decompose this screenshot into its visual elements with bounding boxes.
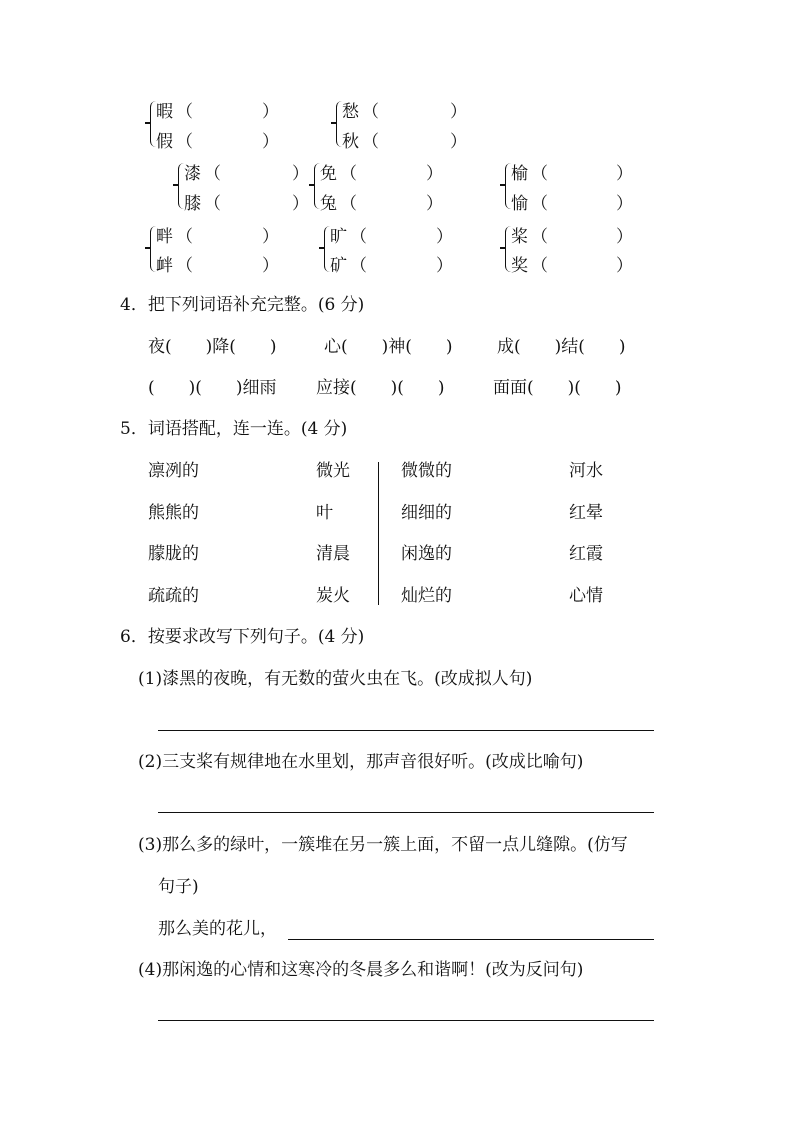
char: 兔 — [320, 194, 337, 214]
q5-right-match: 红霞 — [569, 544, 603, 564]
paren-open: （ — [362, 132, 379, 152]
q5-title: 5．词语搭配，连一连。(4 分) — [120, 419, 348, 439]
paren-close: ） — [436, 227, 453, 247]
paren-close: ） — [262, 227, 279, 247]
paren-open: （ — [362, 102, 379, 122]
char: 膝 — [184, 194, 201, 214]
char: 矿 — [330, 256, 347, 276]
q5-right-word: 微微的 — [401, 461, 452, 481]
char: 假 — [156, 132, 173, 152]
q5-left-word: 疏疏的 — [148, 586, 199, 606]
char: 旷 — [330, 227, 347, 247]
q5-right-match: 红晕 — [569, 503, 603, 523]
paren-open: （ — [531, 227, 548, 247]
paren-close: ） — [436, 256, 453, 276]
char: 衅 — [156, 256, 173, 276]
paren-close: ） — [616, 164, 633, 184]
paren-open: （ — [340, 164, 357, 184]
paren-close: ） — [262, 132, 279, 152]
divider — [378, 462, 379, 605]
char: 桨 — [511, 227, 528, 247]
paren-open: （ — [176, 102, 193, 122]
q4-item: 夜( )降( ) — [148, 337, 277, 357]
paren-close: ） — [262, 102, 279, 122]
q6-sentence-3-prompt: 那么美的花儿， — [158, 919, 277, 939]
answer-line-3[interactable] — [288, 939, 654, 940]
char: 免 — [320, 164, 337, 184]
paren-open: （ — [350, 227, 367, 247]
char: 愁 — [342, 102, 359, 122]
q6-sentence-4: (4)那闲逸的心情和这寒冷的冬晨多么和谐啊！(改为反问句) — [138, 960, 584, 980]
char: 奖 — [511, 256, 528, 276]
paren-close: ） — [262, 256, 279, 276]
paren-open: （ — [350, 256, 367, 276]
q6-sentence-1: (1)漆黑的夜晚，有无数的萤火虫在飞。(改成拟人句) — [138, 669, 533, 689]
paren-close: ） — [292, 194, 309, 214]
q4-item: 面面( )( ) — [493, 378, 622, 398]
char: 漆 — [184, 164, 201, 184]
q6-title: 6．按要求改写下列句子。(4 分) — [120, 627, 365, 647]
q5-left-match: 炭火 — [316, 586, 350, 606]
q6-sentence-2: (2)三支桨有规律地在水里划，那声音很好听。(改成比喻句) — [138, 752, 584, 772]
paren-close: ） — [426, 194, 443, 214]
q5-left-word: 凛冽的 — [148, 461, 199, 481]
paren-open: （ — [176, 256, 193, 276]
answer-line-1[interactable] — [158, 730, 654, 731]
q5-left-word: 朦胧的 — [148, 544, 199, 564]
q5-right-word: 闲逸的 — [401, 544, 452, 564]
q5-left-word: 熊熊的 — [148, 503, 199, 523]
paren-close: ） — [616, 194, 633, 214]
q5-left-match: 叶 — [316, 503, 333, 523]
char: 暇 — [156, 102, 173, 122]
char: 畔 — [156, 227, 173, 247]
paren-close: ） — [616, 227, 633, 247]
q5-left-match: 微光 — [316, 461, 350, 481]
answer-line-4[interactable] — [158, 1020, 654, 1021]
q5-right-word: 细细的 — [401, 503, 452, 523]
paren-close: ） — [426, 164, 443, 184]
paren-close: ） — [616, 256, 633, 276]
char: 榆 — [511, 164, 528, 184]
paren-open: （ — [531, 194, 548, 214]
paren-open: （ — [340, 194, 357, 214]
char: 秋 — [342, 132, 359, 152]
q4-item: 应接( )( ) — [316, 378, 445, 398]
paren-open: （ — [176, 227, 193, 247]
q4-item: ( )( )细雨 — [148, 378, 277, 398]
paren-open: （ — [204, 194, 221, 214]
paren-close: ） — [450, 102, 467, 122]
q5-right-word: 灿烂的 — [401, 586, 452, 606]
paren-open: （ — [531, 164, 548, 184]
paren-close: ） — [450, 132, 467, 152]
q5-left-match: 清晨 — [316, 544, 350, 564]
q4-item: 心( )神( ) — [324, 337, 453, 357]
q4-item: 成( )结( ) — [497, 337, 626, 357]
q4-title: 4．把下列词语补充完整。(6 分) — [120, 295, 365, 315]
paren-open: （ — [531, 256, 548, 276]
q5-right-match: 河水 — [569, 461, 603, 481]
char: 愉 — [511, 194, 528, 214]
q5-right-match: 心情 — [569, 586, 603, 606]
q6-sentence-3: (3)那么多的绿叶，一簇堆在另一簇上面，不留一点儿缝隙。(仿写 — [138, 835, 628, 855]
paren-open: （ — [204, 164, 221, 184]
answer-line-2[interactable] — [158, 812, 654, 813]
paren-open: （ — [176, 132, 193, 152]
q6-sentence-3-cont: 句子) — [158, 877, 199, 897]
paren-close: ） — [292, 164, 309, 184]
